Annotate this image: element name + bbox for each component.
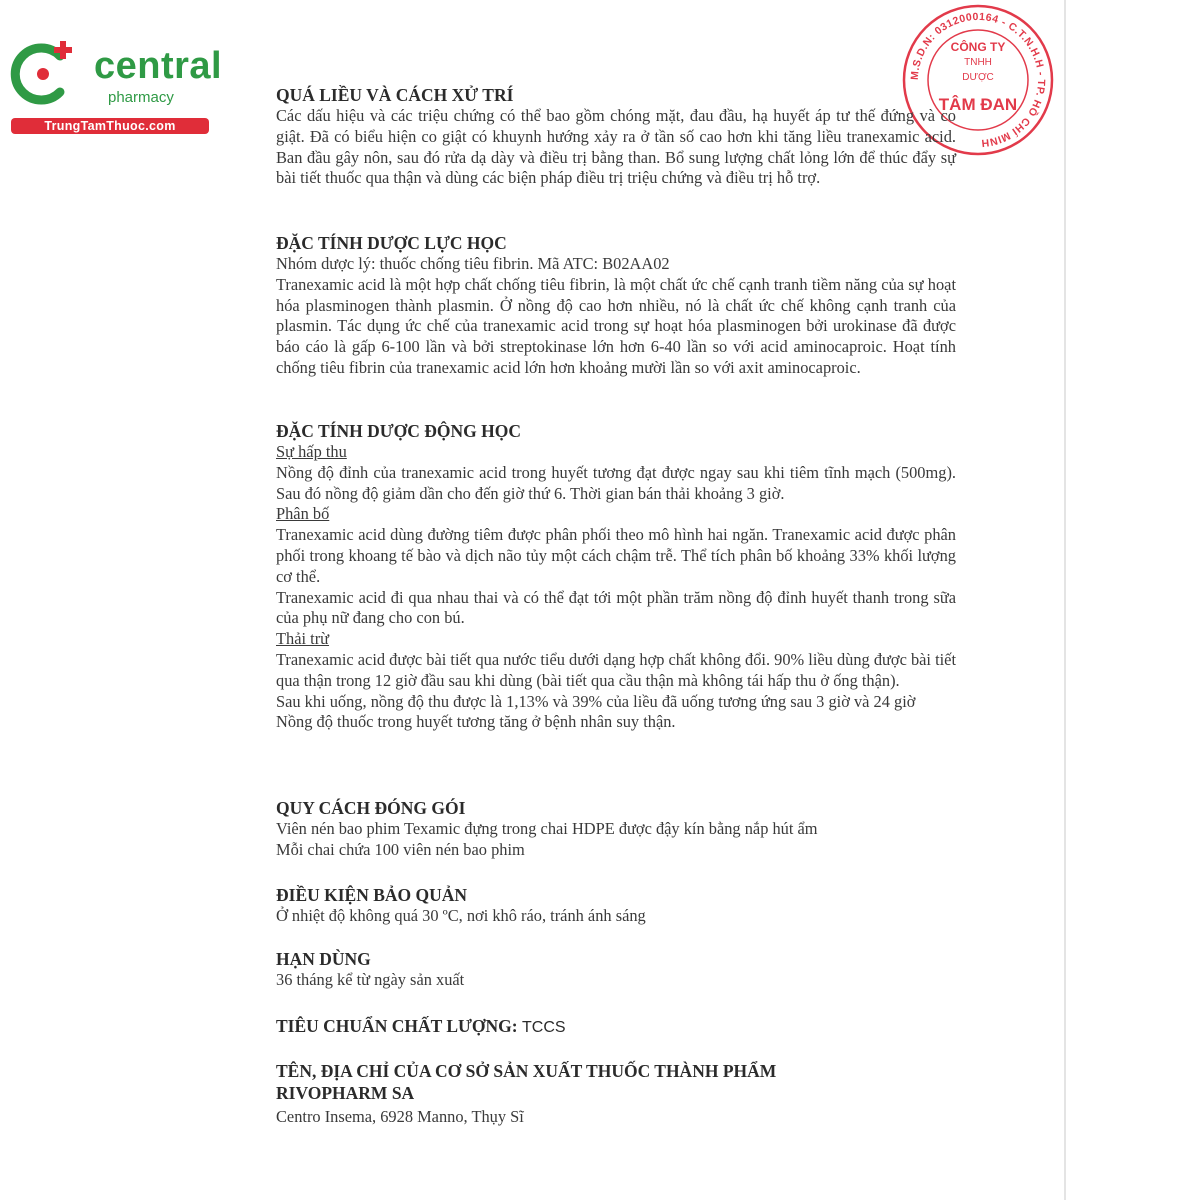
manufacturer-address: Centro Insema, 6928 Manno, Thụy Sĩ <box>276 1107 524 1126</box>
subsection-elimination-title: Thải trừ <box>276 629 330 649</box>
brand-logo[interactable] <box>10 38 223 138</box>
absorption-paragraph: Nồng độ đỉnh của tranexamic acid trong huyết tương đạt được ngay sau khi tiêm tĩnh mạch (500mg). Sau đó nồng độ giảm dần cho đến giờ thứ 6. Thời gian bán thải khoảng 3 giờ. <box>276 462 956 503</box>
quality-standard-value: TCCS <box>522 1019 566 1036</box>
stamp-line-1: CÔNG TY <box>950 40 1006 54</box>
section-pharmacodynamics <box>276 232 956 379</box>
section-title: ĐIỀU KIỆN BẢO QUẢN <box>276 885 468 905</box>
logo-subtitle: pharmacy <box>108 89 174 106</box>
manufacturer-name: RIVOPHARM SA <box>276 1083 415 1103</box>
packaging-line: Viên nén bao phim Texamic đựng trong chai HDPE được đậy kín bằng nắp hút ẩm <box>276 819 818 838</box>
stamp-line-3: DƯỢC <box>962 72 994 83</box>
pharmacological-group: Nhóm dược lý: thuốc chống tiêu fibrin. Mã ATC: B02AA02 <box>276 254 670 273</box>
section-title: HẠN DÙNG <box>276 949 371 969</box>
stamp-ring-text: M.S.D.N: 0312000164 - C.T.N.H.H - TP. HỒ CHÍ MINH <box>908 10 1048 150</box>
quality-standard-label: TIÊU CHUẨN CHẤT LƯỢNG: <box>276 1016 518 1036</box>
section-overdose <box>276 84 956 189</box>
stamp-line-4: TÂM ĐAN <box>938 95 1018 114</box>
section-title: ĐẶC TÍNH DƯỢC LỰC HỌC <box>276 233 507 253</box>
section-quality-standard <box>276 1015 956 1039</box>
logo-c-icon <box>10 38 80 108</box>
distribution-paragraph: Tranexamic acid đi qua nhau thai và có thể đạt tới một phần trăm nồng độ đỉnh huyết thanh trong sữa của phụ nữ đang cho con bú. <box>276 587 956 628</box>
packaging-line: Mỗi chai chứa 100 viên nén bao phim <box>276 839 525 859</box>
logo-name: central <box>94 45 223 87</box>
subsection-distribution-title: Phân bố <box>276 504 330 524</box>
subsection-absorption-title: Sự hấp thu <box>276 442 347 461</box>
elimination-paragraph: Tranexamic acid được bài tiết qua nước tiểu dưới dạng hợp chất không đổi. 90% liều dùng được bài tiết qua thận trong 12 giờ đầu sau khi dùng (bài tiết qua cầu thận mà không tái hấp thu ở ống thận). <box>276 649 957 690</box>
shelf-life-text: 36 tháng kể từ ngày sản xuất <box>276 970 465 989</box>
section-pharmacokinetics <box>276 420 956 733</box>
section-title: QUY CÁCH ĐÓNG GÓI <box>276 798 466 818</box>
elimination-paragraph: Sau khi uống, nồng độ thu được là 1,13% và 39% của liều đã uống tương ứng sau 3 giờ và 24 giờ <box>276 691 916 711</box>
section-title: QUÁ LIỀU VÀ CÁCH XỬ TRÍ <box>276 85 514 105</box>
page-edge-divider <box>1064 0 1066 1200</box>
section-paragraph: Tranexamic acid là một hợp chất chống tiêu fibrin, là một chất ức chế cạnh tranh tiềm năng của sự hoạt hóa plasminogen thành plasmin. Ở nồng độ cao hơn nhiều, nó là chất ức chế không cạnh tranh của plasmin. Tác dụng ức chế của tranexamic acid trong sự hoạt hóa plasminogen bởi urokinase đã được báo cáo là gấp 6-100 lần và bởi streptokinase lớn hơn 6-40 lần so với acid aminocaproic. Hoạt tính chống tiêu fibrin của tranexamic acid lớn hơn khoảng mười lần so với axit aminocaproic. <box>276 274 956 377</box>
section-title: TÊN, ĐỊA CHỈ CỦA CƠ SỞ SẢN XUẤT THUỐC THÀNH PHẨM <box>276 1061 777 1081</box>
section-manufacturer <box>276 1060 956 1128</box>
logo-website-badge: TrungTamThuoc.com <box>11 118 209 134</box>
elimination-paragraph: Nồng độ thuốc trong huyết tương tăng ở bệnh nhân suy thận. <box>276 712 676 732</box>
section-title: ĐẶC TÍNH DƯỢC ĐỘNG HỌC <box>276 421 522 441</box>
section-shelf-life <box>276 948 956 991</box>
section-title <box>276 1015 956 1039</box>
section-storage <box>276 884 956 927</box>
distribution-paragraph: Tranexamic acid dùng đường tiêm được phân phối theo mô hình hai ngăn. Tranexamic acid được phân phối trong khoang tế bào và dịch não tủy một cách chậm trễ. Thể tích phân bố khoảng 33% khối lượng cơ thể. <box>276 525 956 586</box>
section-paragraph: Các dấu hiệu và các triệu chứng có thể bao gồm chóng mặt, đau đầu, hạ huyết áp tư thế đứng và co giật. Đã có biểu hiện co giật có khuynh hướng xảy ra ở tần số cao hơn khi tăng liều tranexamic acid. Ban đầu gây nôn, sau đó rửa dạ dày và điều trị bằng than. Bổ sung lượng chất lỏng lớn để thúc đẩy sự bài tiết thuốc qua thận và dùng các biện pháp điều trị triệu chứng và điều trị hỗ trợ. <box>276 106 956 188</box>
section-packaging <box>276 797 956 861</box>
storage-text: Ở nhiệt độ không quá 30 ºC, nơi khô ráo, tránh ánh sáng <box>276 906 646 925</box>
stamp-line-2: TNHH <box>964 57 992 68</box>
